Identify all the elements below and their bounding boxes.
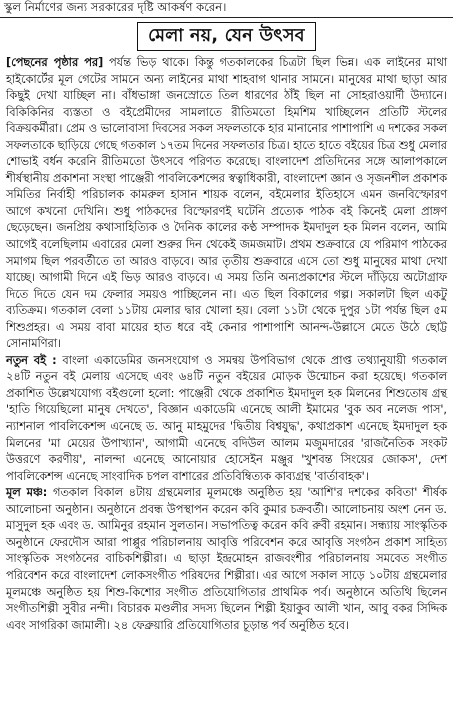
article-paragraph-2 (6, 353, 447, 485)
main-stage-subheading: মূল মঞ্চ: (6, 486, 48, 500)
article-headline: মেলা নয়, যেন উৎসব (137, 22, 316, 51)
continued-from-label: [পেছনের পৃষ্ঠার পর] (6, 56, 104, 69)
paragraph-2-text: বাংলা একাডেমির জনসংযোগ ও সমন্বয় উপবিভাগ থেকে প্রাপ্ত তথ্যানুযায়ী গতকাল ২৪টি নতুন বই মেলায় এসেছে এবং ৬৪টি নতুন বইয়ের মোড়ক উন্মোচন করা হয়েছে। গতকাল প্রকাশিত উল্লেখযোগ্য বইগুলো হলো: পাঞ্জেরী থেকে প্রকাশিত ইমদাদুল হক মিলনের শিশুতোষ গ্রন্থ 'হাতি গিয়েছিলো মানুষ দেখতে', বিজ্ঞান একাডেমি এনেছে আলী ইমামের 'বুক অব নলেজ পাস', ন্যাশনাল পাবলিকেশন্স এনেছে ড. আনু মাহমুদের 'দ্বিতীয় বিশ্বযুদ্ধ', কথাপ্রকাশ এনেছে ইমদাদুল হক মিলনের 'মা মেয়ের উপাখ্যান', আগামী এনেছে বদিউল আলম মজুমদারের 'রাজনৈতিক সংকট উত্তরণে করণীয়', নালন্দা এনেছে আনোয়ার হোসেইন মঞ্জুর 'খুশবন্ত সিংয়ের জোকস', দেশ পাবলিকেশন্স এনেছে সাংবাদিক চপল বাশারের প্রতিবিম্বিত্যক কাব্যগ্রন্থ 'বার্তাবাহক'। (6, 353, 448, 483)
article-paragraph-1 (6, 55, 447, 353)
new-books-subheading: নতুন বই : (6, 353, 57, 367)
article-paragraph-3 (6, 485, 447, 634)
paragraph-1-text: পর্যন্ত ভিড় থাকে। কিন্তু গতকালকের চিত্রটা ছিল ভিন্ন। এক লাইনের মাথা হাইকোর্টের মূল গেটের সামনে অন্য লাইনের মাথা শাহবাগ থানার সামনে। মানুষের মাথা ছাড়া আর কিছুই দেখা যাচ্ছিল না। বাঁধভাঙ্গা জনস্রোতে তিল ধারণের ঠাঁই ছিল না সোহরাওয়ার্দী উদ্যানে। বিকিকিনির ব্যস্ততা ও বইপ্রেমীদের সামলাতে রীতিমতো হিমশিম খাচ্ছিলেন প্রতিটি স্টলের বিক্রয়কর্মীরা। প্রেম ও ভালোবাসা দিবসের সকল সফলতাকে হার মানানোর পাশাপাশি এ দশকের সকল সফলতাকে ছাড়িয়ে গেছে গতকাল ১৭তম দিনের সফলতার চিত্র। হাতে হাতে বইয়ের চিত্র শুধু মেলার শোভাই বর্ধন করেনি রীতিমতো উৎসবে পরিণত করেছে। বাংলাদেশ প্রতিদিনের সঙ্গে আলাপকালে শীর্ষস্থানীয় প্রকাশনা সংস্থা পাঞ্জেরী পাবলিকেশন্সের স্বত্বাধিকারী, বাংলাদেশ জ্ঞান ও সৃজনশীল প্রকাশক সমিতির নির্বাহী পরিচালক কামরুল হাসান শায়ক বলেন, বইমেলার ইতিহাসে এমন জনবিস্ফোরণ আগে কখনো দেখিনি। শুধু পাঠকদের বিস্ফোরণই ঘটেনি প্রত্যেক পাঠক বই কিনেই মেলা প্রাঙ্গণ ছেড়েছেন। জনপ্রিয় কথাসাহিত্যিক ও দৈনিক কালের কণ্ঠ সম্পাদক ইমদাদুল হক মিলন বলেন, আমি আগেই বলেছিলাম এবারের মেলা শুরুর দিন থেকেই জমজমাট। প্রথম শুক্রবারে যে পরিমাণ পাঠকের সমাগম ছিল পরবর্তীতে তা আরও বাড়বে। আর তৃতীয় শুক্রবারে এসে তো শুধু মানুষের মাথা দেখা যাচ্ছে। আগামী দিনে এই ভিড় আরও বাড়বে। এ সময় তিনি অন্যপ্রকাশের স্টলে দাঁড়িয়ে অটোগ্রাফ দিতে দিতে যেন দম ফেলার সময়ও পাচ্ছিলেন না। এত ছিল বিকালের গল্প। সকালটা ছিল একটু ব্যতিক্রম। গতকাল বেলা ১১টায় মেলার দ্বার খোলা হয়। বেলা ১১টা থেকে দুপুর ১টা পর্যন্ত ছিল ৫ম শিশুপ্রহর। এ সময় বাবা মায়ের হাত ধরে বই কেনার পাশাপাশি আনন্দ-উল্লাসে মেতে উঠে ছোট্ট সোনামণিরা। (6, 56, 447, 351)
paragraph-3-text: গতকাল বিকাল ৪টায় গ্রন্থমেলার মূলমঞ্চে অনুষ্ঠিত হয় 'আশি'র দশকের কবিতা' শীর্ষক আলোচনা অনুষ্ঠান। অনুষ্ঠানে প্রবন্ধ উপস্থাপন করেন কবি কুমার চক্রবর্তী। আলোচনায় অংশ নেন ড. মাসুদুল হক এবং ড. আমিনুর রহমান সুলতান। সভাপতিত্ব করেন কবি রুবী রহমান। সন্ধ্যায় সাংস্কৃতিক অনুষ্ঠানে ফেরদৌস আরা পাপ্পুর পরিচালনায় আবৃত্তি পরিবেশন করে আবৃত্তি সংগঠন প্রকাশ সাহিত্য সাংস্কৃতিক সংগঠনের বাচিকশিল্পীরা। এ ছাড়া ইন্দ্রমোহন রাজবংশীর পরিচালনায় সমবেত সংগীত পরিবেশন করে বাংলাদেশ লোকসংগীত পরিষদের শিল্পীরা। এর আগে সকাল সাড়ে ১০টায় গ্রন্থমেলার মূলমঞ্চে অনুষ্ঠিত হয় শিশু-কিশোর সংগীত প্রতিযোগিতার প্রাথমিক পর্ব। অনুষ্ঠানে অতিথি ছিলেন সংগীতশিল্পী সুবীর নন্দী। বিচারক মণ্ডলীর সদস্য ছিলেন শিল্পী ইয়াকুব আলী খান, আবু বকর সিদ্দিক এবং সাগরিকা জামালী। ২৪ ফেব্রুয়ারি প্রতিযোগিতার চূড়ান্ত পর্ব অনুষ্ঠিত হবে। (6, 486, 448, 632)
headline-container (6, 22, 447, 51)
previous-article-last-line: স্কুল নির্মাণের জন্য সরকারের দৃষ্টি আকর্ষণ করেন। (0, 0, 453, 18)
